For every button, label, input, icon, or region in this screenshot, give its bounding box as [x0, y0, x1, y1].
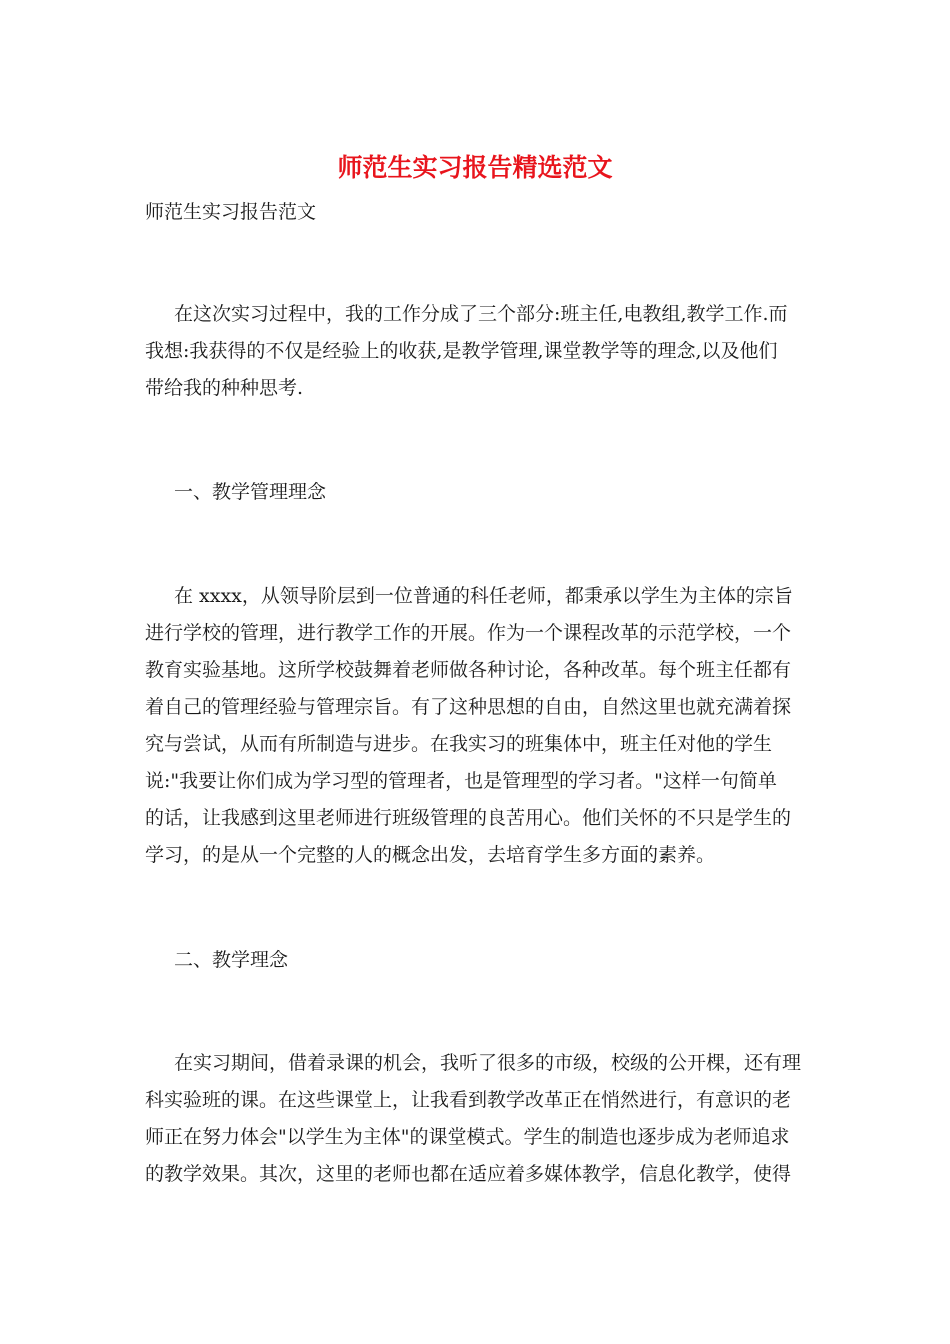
- section1-line: 的话，让我感到这里老师进行班级管理的良苦用心。他们关怀的不只是学生的: [145, 807, 792, 829]
- section2-line: 科实验班的课。在这些课堂上，让我看到教学改革正在悄然进行，有意识的老: [145, 1089, 792, 1111]
- section1-line: 学习，的是从一个完整的人的概念出发，去培育学生多方面的素养。: [145, 844, 716, 866]
- intro-line: 带给我的种种思考.: [145, 377, 304, 399]
- section1-line: 进行学校的管理，进行教学工作的开展。作为一个课程改革的示范学校，一个: [145, 622, 792, 644]
- section1-line: 在 xxxx，从领导阶层到一位普通的科任老师，都秉承以学生为主体的宗旨: [174, 585, 793, 607]
- section1-line: 说:"我要让你们成为学习型的管理者，也是管理型的学习者。"这样一句简单: [145, 770, 777, 792]
- section2-line: 的教学效果。其次，这里的老师也都在适应着多媒体教学，信息化教学，使得: [145, 1163, 792, 1185]
- section2-line: 师正在努力体会"以学生为主体"的课堂模式。学生的制造也逐步成为老师追求: [145, 1126, 790, 1148]
- section-heading-2: 二、教学理念: [174, 949, 289, 971]
- section1-line: 着自己的管理经验与管理宗旨。有了这种思想的自由，自然这里也就充满着探: [145, 696, 792, 718]
- document-title: 师范生实习报告精选范文: [337, 153, 613, 182]
- document-subtitle: 师范生实习报告范文: [145, 201, 317, 223]
- intro-line: 我想:我获得的不仅是经验上的收获,是教学管理,课堂教学等的理念,以及他们: [145, 340, 778, 362]
- section2-line: 在实习期间，借着录课的机会，我听了很多的市级，校级的公开棵，还有理: [174, 1052, 802, 1074]
- section1-line: 究与尝试，从而有所制造与进步。在我实习的班集体中，班主任对他的学生: [145, 733, 773, 755]
- intro-line: 在这次实习过程中，我的工作分成了三个部分:班主任,电教组,教学工作.而: [174, 303, 788, 325]
- section-heading-1: 一、教学管理理念: [174, 481, 327, 503]
- section1-line: 教育实验基地。这所学校鼓舞着老师做各种讨论，各种改革。每个班主任都有: [145, 659, 792, 681]
